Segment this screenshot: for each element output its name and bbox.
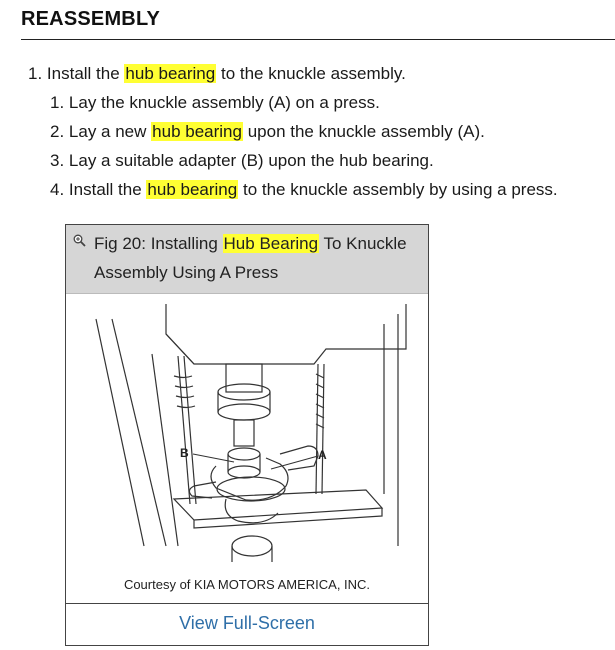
step-number: 3. xyxy=(50,151,65,170)
search-highlight: hub bearing xyxy=(125,64,216,83)
step-text: Install the xyxy=(68,180,142,199)
substep-4 xyxy=(50,179,558,201)
step-text: to the knuckle assembly. xyxy=(220,64,406,83)
search-highlight: Hub Bearing xyxy=(223,234,319,253)
search-highlight: hub bearing xyxy=(147,180,238,199)
view-fullscreen-link[interactable]: View Full-Screen xyxy=(179,613,315,633)
figure-panel xyxy=(65,224,429,646)
label-a: A xyxy=(318,448,327,462)
substep-1 xyxy=(50,92,380,114)
search-highlight: hub bearing xyxy=(152,122,242,141)
step-number: 2. xyxy=(50,122,65,141)
step-text: Install the xyxy=(46,64,120,83)
zoom-in-icon[interactable] xyxy=(73,234,86,247)
substep-2 xyxy=(50,121,485,143)
step-number: 4. xyxy=(50,180,65,199)
figure-credit: Courtesy of KIA MOTORS AMERICA, INC. xyxy=(123,577,371,592)
step-text: upon the knuckle assembly (A). xyxy=(247,122,485,141)
substep-3 xyxy=(50,150,434,172)
figure-title: Fig 20: Installing Hub Bearing To Knuckle Assembly Using A Press xyxy=(94,234,407,282)
step-text: Lay a new xyxy=(68,122,147,141)
step-text: Lay the knuckle assembly (A) on a press. xyxy=(68,93,380,112)
step-1 xyxy=(28,63,406,85)
step-text: Lay a suitable adapter (B) upon the hub bearing. xyxy=(68,151,434,170)
press-illustration xyxy=(66,294,428,576)
figure-divider xyxy=(66,603,428,604)
step-number: 1. xyxy=(28,64,43,83)
label-b: B xyxy=(180,446,189,460)
step-number: 1. xyxy=(50,93,65,112)
heading-divider xyxy=(21,39,615,40)
figure-caption-bar xyxy=(66,225,428,294)
section-heading: REASSEMBLY xyxy=(21,8,161,30)
step-text: to the knuckle assembly by using a press. xyxy=(242,180,558,199)
